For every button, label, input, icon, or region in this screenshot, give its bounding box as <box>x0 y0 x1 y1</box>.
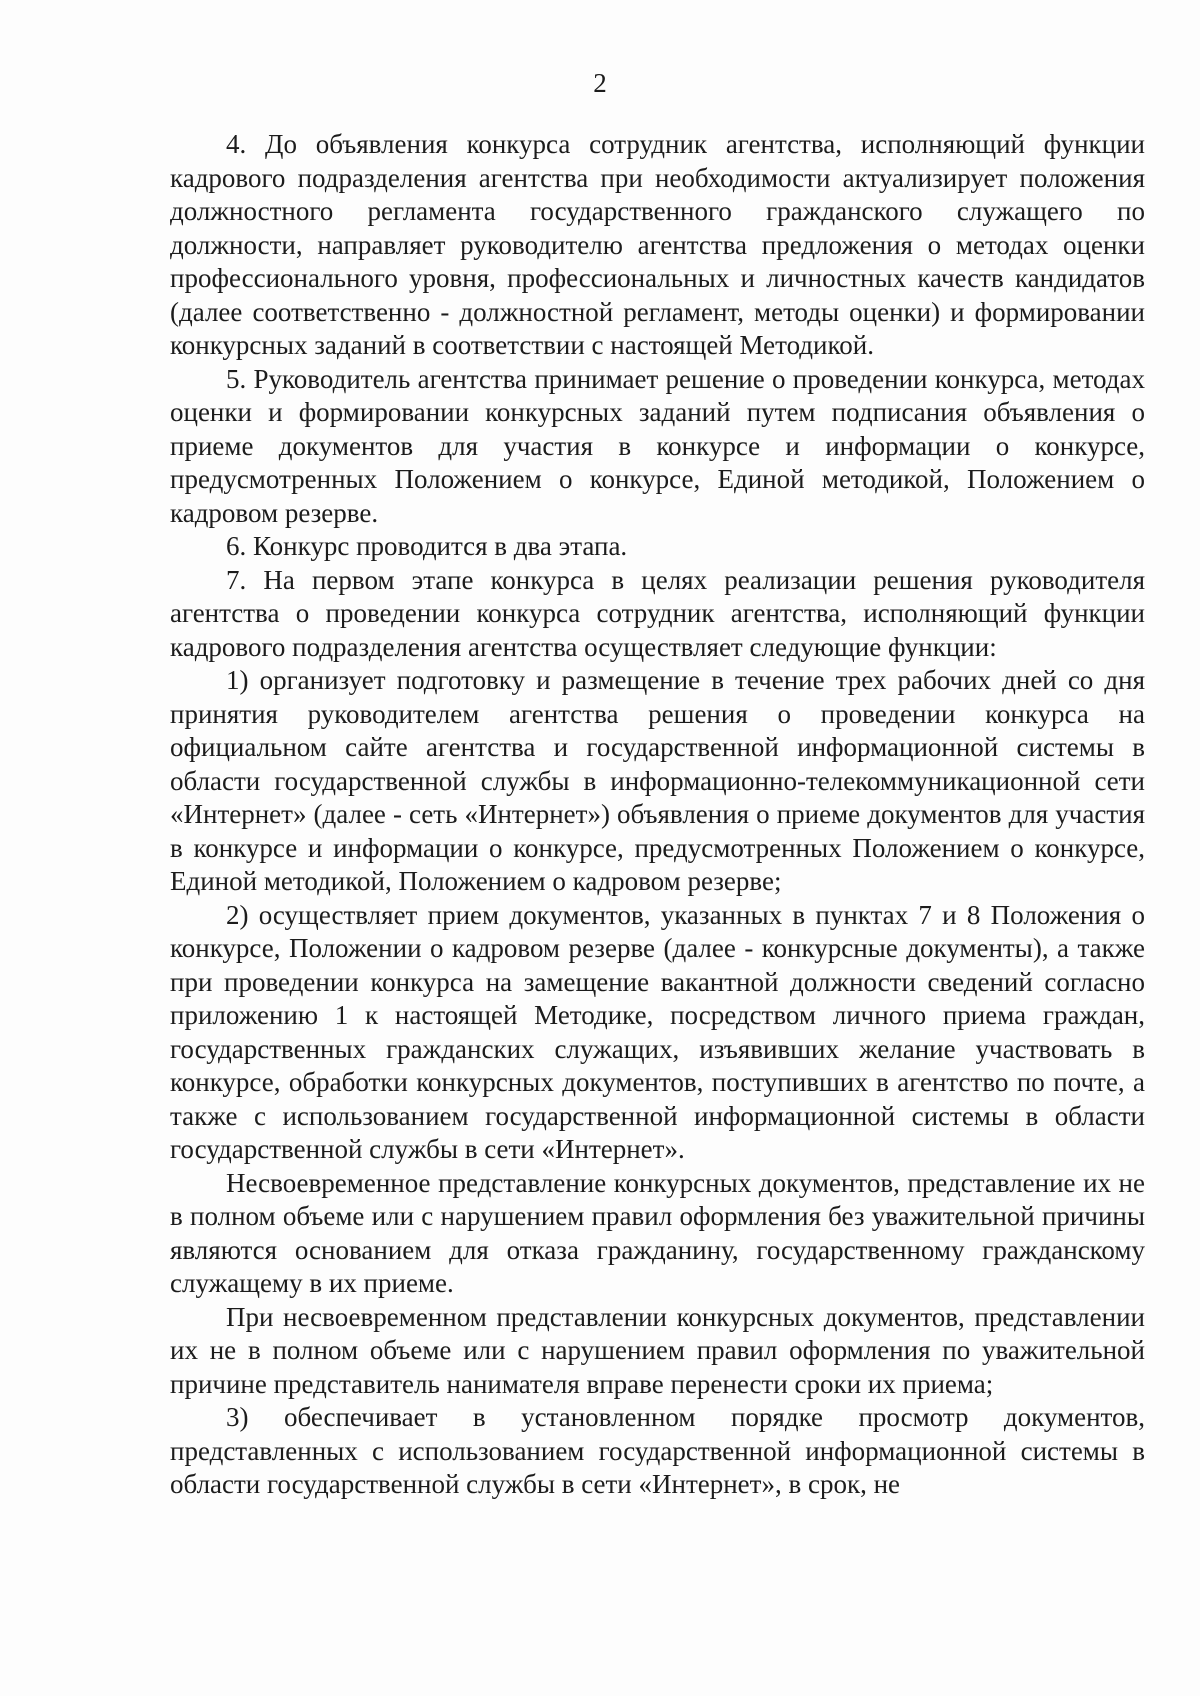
paragraph-7: 7. На первом этапе конкурса в целях реализации решения руководителя агентства о проведении конкурса сотрудник агентства, исполняющий функции кадрового подразделения агентства осуществляет следующие функции: <box>170 564 1145 662</box>
paragraph-5: 5. Руководитель агентства принимает решение о проведении конкурса, методах оценки и формировании конкурсных заданий путем подписания объявления о приеме документов для участия в конкурсе и информации о конкурсе, предусмотренных Положением о конкурсе, Единой методикой, Положением о кадровом резерве. <box>170 363 1145 528</box>
paragraph-7-item-1: 1) организует подготовку и размещение в течение трех рабочих дней со дня принятия руководителем агентства решения о проведении конкурса на официальном сайте агентства и государственной информационной системы в области государственной службы в информационно-телекоммуникационной сети «Интернет» (далее - сеть «Интернет») объявления о приеме документов для участия в конкурсе и информации о конкурсе, предусмотренных Положением о конкурсе, Единой методикой, Положением о кадровом резерве; <box>170 665 1145 896</box>
paragraph-7-item-3: 3) обеспечивает в установленном порядке просмотр документов, представленных с использованием государственной информационной системы в области государственной службы в сети «Интернет», в срок, не <box>170 1402 1145 1499</box>
paragraph-6: 6. Конкурс проводится в два этапа. <box>226 531 628 561</box>
paragraph-late-submission: Несвоевременное представление конкурсных документов, представление их не в полном объеме или с нарушением правил оформления без уважительной причины являются основанием для отказа гражданину, государственному гражданскому служащему в их приеме. <box>170 1167 1145 1298</box>
paragraph-7-item-2: 2) осуществляет прием документов, указанных в пунктах 7 и 8 Положения о конкурсе, Положении о кадровом резерве (далее - конкурсные документы), а также при проведении конкурса на замещение вакантной должности сведений согласно приложению 1 к настоящей Методике, посредством личного приема граждан, государственных гражданских служащих, изъявивших желание участвовать в конкурсе, обработки конкурсных документов, поступивших в агентство по почте, а также с использованием государственной информационной системы в области государственной службы в сети «Интернет». <box>170 899 1145 1164</box>
page-number: 2 <box>593 68 607 98</box>
paragraph-4: 4. До объявления конкурса сотрудник агентства, исполняющий функции кадрового подразделения агентства при необходимости актуализирует положения должностного регламента государственного гражданского служащего по должности, направляет руководителю агентства предложения о методах оценки профессионального уровня, профессиональных и личностных качеств кандидатов (далее соответственно - должностной регламент, методы оценки) и формировании конкурсных заданий в соответствии с настоящей Методикой. <box>170 129 1145 360</box>
paragraph-valid-reason: При несвоевременном представлении конкурсных документов, представлении их не в полном объеме или с нарушением правил оформления по уважительной причине представитель нанимателя вправе перенести сроки их приема; <box>170 1301 1145 1399</box>
document-body <box>170 128 1145 1502</box>
